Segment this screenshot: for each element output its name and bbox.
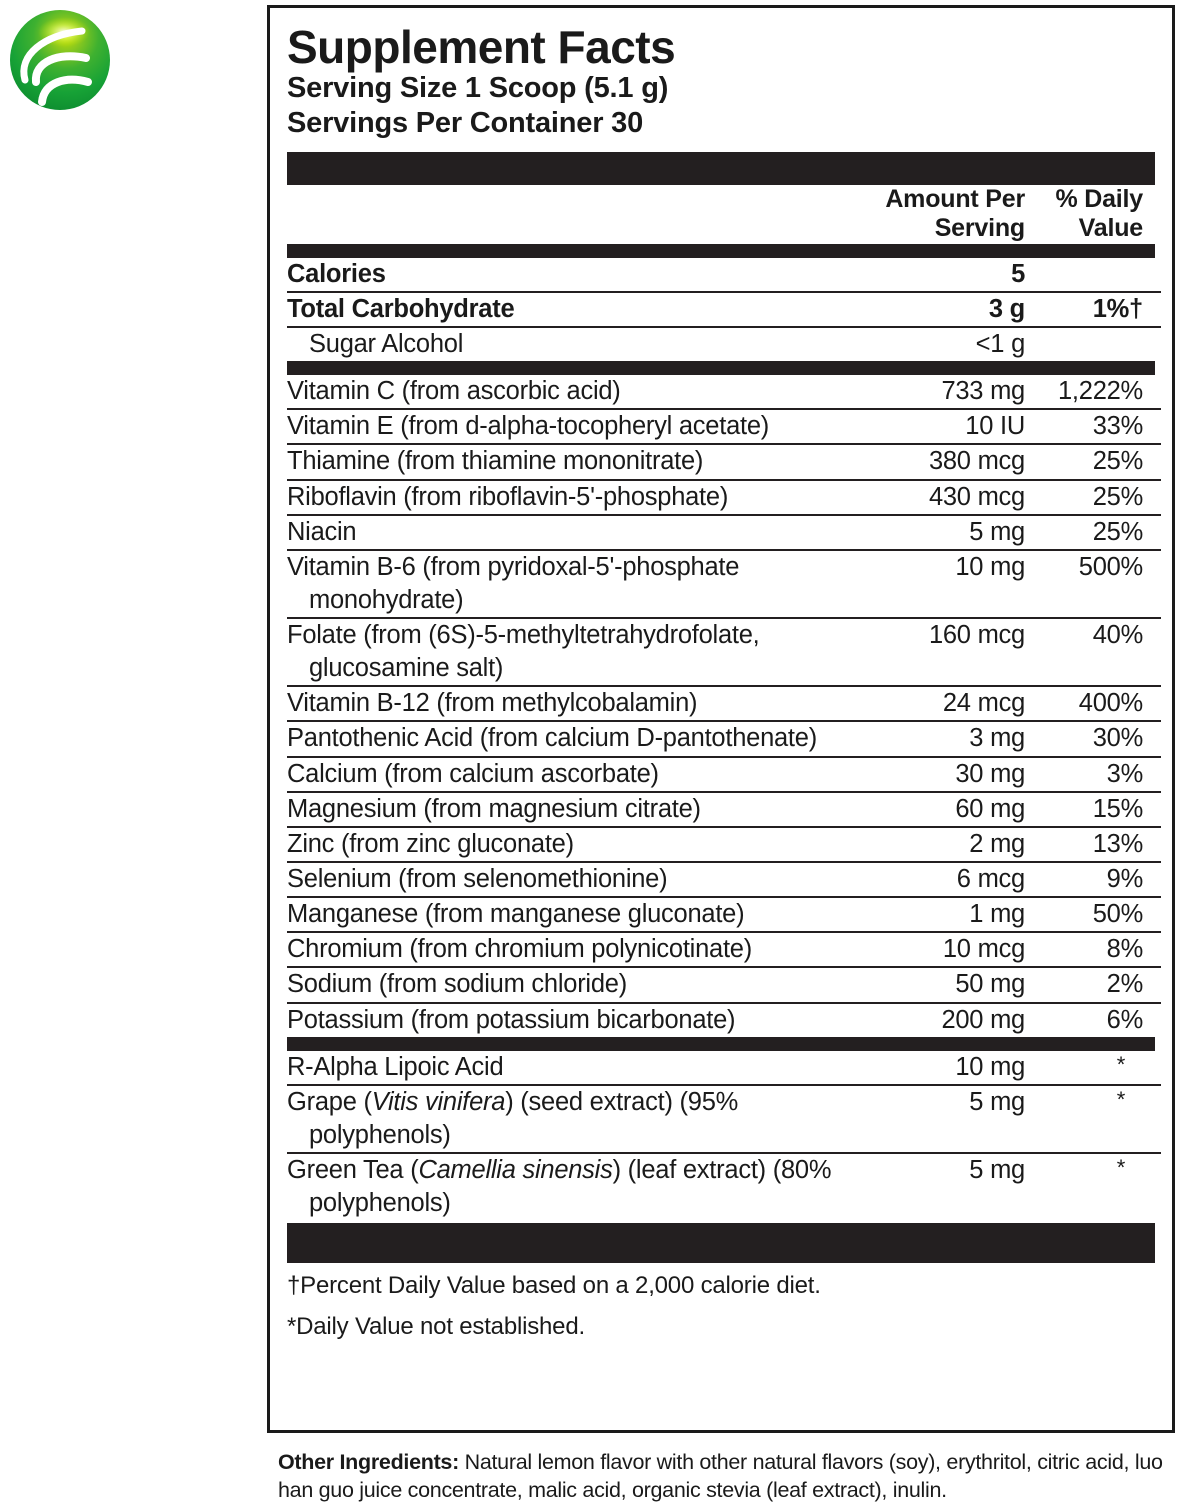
- table-row: [287, 862, 1161, 897]
- table-row: [287, 444, 1161, 479]
- nutrient-name: [287, 327, 847, 361]
- divider-bar-before-botanicals: [287, 1037, 1155, 1051]
- header-blank: [287, 185, 847, 244]
- nutrient-daily-value: 500%: [1027, 550, 1161, 618]
- header-dv-line1: % Daily: [1055, 184, 1143, 213]
- page-title: Supplement Facts: [287, 21, 676, 73]
- nutrient-name: [287, 515, 847, 550]
- brand-logo: [8, 6, 113, 114]
- nutrient-name-wrap: monohydrate): [309, 585, 464, 614]
- header-amount-line1: Amount Per: [885, 184, 1025, 213]
- nutrient-name-line: Niacin: [287, 517, 357, 546]
- nutrient-name: [287, 721, 847, 756]
- nutrient-name: [287, 792, 847, 827]
- table-body-botanicals: [287, 1051, 1161, 1221]
- divider-bar-after-header: [287, 244, 1155, 258]
- nutrient-daily-value: 25%: [1027, 444, 1161, 479]
- nutrient-daily-value: 50%: [1027, 897, 1161, 932]
- nutrient-amount: 430 mcg: [847, 480, 1027, 515]
- nutrient-amount: 10 mcg: [847, 932, 1027, 967]
- table-row: [287, 480, 1161, 515]
- nutrient-amount: 160 mcg: [847, 618, 1027, 686]
- nutrient-daily-value: [1027, 258, 1161, 292]
- nutrient-daily-value: 15%: [1027, 792, 1161, 827]
- nutrient-name: [287, 1085, 847, 1153]
- nutrient-name: [287, 480, 847, 515]
- nutrient-amount: 380 mcg: [847, 444, 1027, 479]
- nutrient-amount: 10 IU: [847, 409, 1027, 444]
- nutrient-name: [287, 444, 847, 479]
- nutrition-rows-group-1: [287, 258, 1161, 361]
- nutrient-name: [287, 375, 847, 409]
- other-ingredients: [278, 1449, 1178, 1505]
- nutrient-name-line: Calories: [287, 259, 386, 288]
- table-row: [287, 827, 1161, 862]
- table-body-vitamins-minerals: [287, 375, 1161, 1037]
- nutrient-name-line: Green Tea (Camellia sinensis) (leaf extract) (80%: [287, 1156, 832, 1185]
- nutrient-name-line: R-Alpha Lipoic Acid: [287, 1052, 504, 1081]
- nutrient-daily-value: 30%: [1027, 721, 1161, 756]
- table-row: [287, 686, 1161, 721]
- nutrient-amount: 60 mg: [847, 792, 1027, 827]
- table-row: [287, 375, 1161, 409]
- nutrient-name-line: Manganese (from manganese gluconate): [287, 900, 745, 929]
- nutrient-amount: 5: [1011, 259, 1025, 288]
- divider-bar-top: [287, 152, 1155, 185]
- nutrient-name-line: Sugar Alcohol: [309, 329, 464, 358]
- nutrient-amount: 3 g: [847, 292, 1027, 327]
- green-sphere-swoosh-icon: [8, 6, 113, 114]
- nutrient-name-line: Potassium (from potassium bicarbonate): [287, 1005, 736, 1034]
- table-row: [287, 618, 1161, 686]
- header-amount-line2: Serving: [934, 214, 1025, 243]
- nutrient-daily-value: 40%: [1027, 618, 1161, 686]
- nutrient-name-line: Vitamin C (from ascorbic acid): [287, 377, 621, 406]
- table-row: [287, 721, 1161, 756]
- nutrient-name-wrap: polyphenols): [309, 1189, 451, 1218]
- table-row: [287, 1085, 1161, 1153]
- nutrient-name-line: Grape (Vitis vinifera) (seed extract) (95%: [287, 1087, 739, 1116]
- table-row: [287, 1003, 1161, 1037]
- table-row: [287, 757, 1161, 792]
- nutrient-name-line: Thiamine (from thiamine mononitrate): [287, 447, 704, 476]
- nutrient-name: [287, 258, 847, 292]
- nutrient-daily-value: 3%: [1027, 757, 1161, 792]
- nutrient-name-wrap: glucosamine salt): [309, 654, 504, 683]
- nutrient-name-line: Zinc (from zinc gluconate): [287, 829, 574, 858]
- nutrient-name: [287, 686, 847, 721]
- nutrient-name: [287, 550, 847, 618]
- nutrient-daily-value: 25%: [1027, 515, 1161, 550]
- nutrient-name: [287, 897, 847, 932]
- other-ingredients-label: Other Ingredients:: [278, 1450, 459, 1474]
- nutrient-name-line: Pantothenic Acid (from calcium D-pantothenate): [287, 724, 817, 753]
- other-ingredients-text: Natural lemon flavor with other natural flavors (soy), erythritol, citric acid, luo han guo juice concentrate, malic acid, organic stevia (leaf extract), inulin.: [278, 1450, 1163, 1502]
- nutrient-name-line: Magnesium (from magnesium citrate): [287, 794, 701, 823]
- table-body-basic-nutrients: [287, 258, 1161, 361]
- nutrient-daily-value: 400%: [1027, 686, 1161, 721]
- nutrient-name-line: Sodium (from sodium chloride): [287, 970, 627, 999]
- nutrient-daily-value: [1027, 327, 1161, 361]
- nutrient-name-line: Riboflavin (from riboflavin-5'-phosphate): [287, 482, 729, 511]
- nutrient-name: [287, 862, 847, 897]
- nutrient-name-wrap: polyphenols): [309, 1121, 451, 1150]
- nutrient-amount: 30 mg: [847, 757, 1027, 792]
- nutrient-daily-value: 33%: [1027, 409, 1161, 444]
- nutrient-amount: <1 g: [847, 327, 1027, 361]
- table-row: [287, 327, 1161, 361]
- nutrient-daily-value: 9%: [1027, 862, 1161, 897]
- nutrient-name-line: Vitamin B-12 (from methylcobalamin): [287, 689, 698, 718]
- nutrient-amount: 1 mg: [847, 897, 1027, 932]
- nutrient-amount: 6 mcg: [847, 862, 1027, 897]
- table-row: [287, 1051, 1161, 1085]
- nutrient-name-line: Folate (from (6S)-5-methyltetrahydrofolate,: [287, 621, 760, 650]
- footnote-daily-value-not-established: *Daily Value not established.: [287, 1313, 585, 1341]
- table-row: [287, 258, 1161, 292]
- header-amount-per-serving: [847, 185, 1027, 244]
- header-daily-value: [1027, 185, 1161, 244]
- nutrient-daily-value: *: [1027, 1085, 1161, 1153]
- nutrition-rows-group-3: [287, 1051, 1161, 1221]
- nutrient-name: [287, 827, 847, 862]
- table-row: [287, 897, 1161, 932]
- table-header-row: [287, 185, 1161, 244]
- nutrient-amount: 5 mg: [847, 515, 1027, 550]
- nutrient-amount: 10 mg: [847, 550, 1027, 618]
- header-dv-line2: Value: [1078, 214, 1143, 243]
- table-row: [287, 932, 1161, 967]
- nutrient-daily-value: 8%: [1027, 932, 1161, 967]
- nutrient-amount: 24 mcg: [847, 686, 1027, 721]
- nutrient-name-line: Total Carbohydrate: [287, 294, 515, 323]
- serving-size: Serving Size 1 Scoop (5.1 g): [287, 71, 669, 104]
- nutrient-amount: 3 mg: [847, 721, 1027, 756]
- nutrition-table: [287, 185, 1161, 244]
- table-row: [287, 1153, 1161, 1220]
- nutrient-amount: 5 mg: [847, 1085, 1027, 1153]
- nutrient-amount: 2 mg: [847, 827, 1027, 862]
- nutrient-name-line: Selenium (from selenomethionine): [287, 865, 668, 894]
- table-row: [287, 792, 1161, 827]
- nutrient-daily-value: *: [1027, 1153, 1161, 1220]
- nutrient-daily-value: 25%: [1027, 480, 1161, 515]
- nutrient-name: [287, 932, 847, 967]
- nutrient-name: [287, 967, 847, 1002]
- nutrient-daily-value: 1,222%: [1058, 377, 1143, 406]
- nutrient-name: [287, 1153, 847, 1220]
- nutrient-daily-value: 2%: [1027, 967, 1161, 1002]
- nutrient-daily-value: 13%: [1027, 827, 1161, 862]
- servings-per-container: Servings Per Container 30: [287, 107, 644, 140]
- nutrition-rows-group-2: [287, 375, 1161, 1037]
- footnote-daily-value-percent: †Percent Daily Value based on a 2,000 calorie diet.: [287, 1272, 821, 1300]
- table-row: [287, 967, 1161, 1002]
- nutrient-amount: 50 mg: [847, 967, 1027, 1002]
- table-row: [287, 550, 1161, 618]
- nutrient-amount: 733 mg: [941, 377, 1025, 406]
- nutrient-name: [287, 409, 847, 444]
- nutrient-amount: 200 mg: [847, 1003, 1027, 1037]
- supplement-facts-panel: [267, 5, 1175, 1433]
- nutrient-name-line: Chromium (from chromium polynicotinate): [287, 935, 752, 964]
- nutrient-name: [287, 1051, 847, 1085]
- nutrient-amount: 5 mg: [847, 1153, 1027, 1220]
- nutrient-name-line: Vitamin B-6 (from pyridoxal-5'-phosphate: [287, 552, 740, 581]
- nutrient-name: [287, 292, 847, 327]
- table-row: [287, 515, 1161, 550]
- nutrient-amount: 10 mg: [955, 1052, 1025, 1081]
- divider-bar-before-vitamins: [287, 361, 1155, 375]
- table-row: [287, 292, 1161, 327]
- nutrient-daily-value: 1%†: [1027, 292, 1161, 327]
- table-row: [287, 409, 1161, 444]
- nutrient-name: [287, 757, 847, 792]
- nutrient-name: [287, 1003, 847, 1037]
- nutrient-name-line: Vitamin E (from d-alpha-tocopheryl acetate): [287, 412, 770, 441]
- nutrient-daily-value: 6%: [1027, 1003, 1161, 1037]
- divider-bar-bottom: [287, 1223, 1155, 1263]
- nutrient-daily-value: *: [1116, 1051, 1125, 1077]
- table-header-group: [287, 185, 1161, 244]
- nutrient-name: [287, 618, 847, 686]
- nutrient-name-line: Calcium (from calcium ascorbate): [287, 759, 659, 788]
